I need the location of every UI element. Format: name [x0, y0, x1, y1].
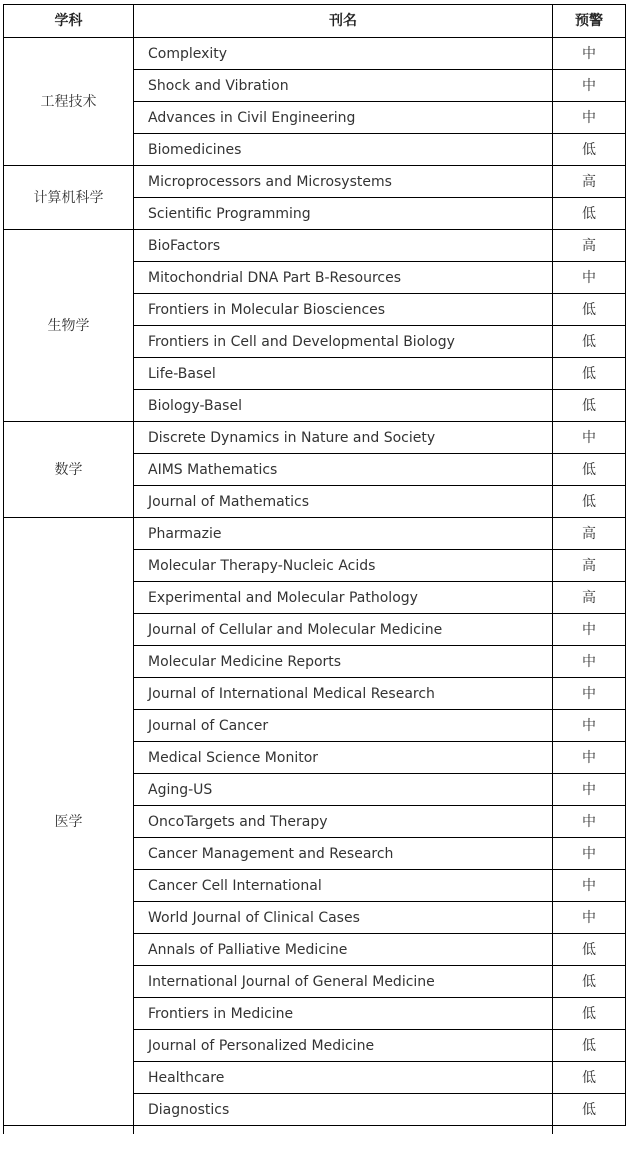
journal-name-cell: Advances in Civil Engineering [134, 102, 553, 134]
journal-name-cell: Journal of Cellular and Molecular Medicine [134, 614, 553, 646]
table-row [4, 38, 626, 70]
journal-name-cell: BioFactors [134, 230, 553, 262]
warning-level-cell: 低 [553, 326, 626, 358]
journal-name-cell: International Journal of General Medicine [134, 966, 553, 998]
table-row [4, 518, 626, 550]
header-journal: 刊名 [134, 5, 553, 38]
warning-level-cell: 低 [553, 1094, 626, 1126]
warning-level-cell: 高 [553, 230, 626, 262]
warning-level-cell: 低 [553, 294, 626, 326]
journal-name-cell: Discrete Dynamics in Nature and Society [134, 422, 553, 454]
warning-level-cell: 低 [553, 966, 626, 998]
warning-level-cell: 中 [553, 70, 626, 102]
journal-name-cell: Frontiers in Cell and Developmental Biology [134, 326, 553, 358]
warning-level-cell: 中 [553, 806, 626, 838]
warning-level-cell: 中 [553, 870, 626, 902]
journal-name-cell: Journal of International Medical Research [134, 678, 553, 710]
warning-level-cell: 中 [553, 614, 626, 646]
warning-level-cell: 低 [553, 134, 626, 166]
journal-name-cell: Pharmazie [134, 518, 553, 550]
table-row-cutoff [4, 1126, 626, 1134]
warning-level-cell: 高 [553, 550, 626, 582]
journal-warning-table [3, 4, 626, 1134]
header-row [4, 5, 626, 38]
journal-name-cell: Scientific Programming [134, 198, 553, 230]
empty-cell [4, 1126, 134, 1134]
warning-level-cell: 中 [553, 262, 626, 294]
table-row [4, 422, 626, 454]
header-warning: 预警 [553, 5, 626, 38]
warning-level-cell: 低 [553, 1062, 626, 1094]
journal-name-cell: Shock and Vibration [134, 70, 553, 102]
warning-level-cell: 高 [553, 518, 626, 550]
warning-level-cell: 中 [553, 678, 626, 710]
subject-cell: 工程技术 [4, 38, 134, 166]
journal-name-cell: Biomedicines [134, 134, 553, 166]
warning-level-cell: 高 [553, 166, 626, 198]
warning-level-cell: 低 [553, 934, 626, 966]
journal-name-cell: AIMS Mathematics [134, 454, 553, 486]
journal-name-cell: Frontiers in Molecular Biosciences [134, 294, 553, 326]
empty-cell [134, 1126, 553, 1134]
journal-name-cell: Complexity [134, 38, 553, 70]
journal-name-cell: Experimental and Molecular Pathology [134, 582, 553, 614]
table-row [4, 166, 626, 198]
warning-level-cell: 中 [553, 38, 626, 70]
warning-level-cell: 低 [553, 998, 626, 1030]
header-subject: 学科 [4, 5, 134, 38]
journal-name-cell: Annals of Palliative Medicine [134, 934, 553, 966]
warning-level-cell: 中 [553, 646, 626, 678]
warning-level-cell: 低 [553, 454, 626, 486]
subject-cell: 数学 [4, 422, 134, 518]
journal-name-cell: Microprocessors and Microsystems [134, 166, 553, 198]
journal-name-cell: Aging-US [134, 774, 553, 806]
warning-level-cell: 中 [553, 422, 626, 454]
subject-cell: 医学 [4, 518, 134, 1126]
warning-level-cell: 中 [553, 102, 626, 134]
warning-level-cell: 低 [553, 1030, 626, 1062]
table-header [4, 5, 626, 38]
journal-name-cell: Life-Basel [134, 358, 553, 390]
journal-name-cell: Frontiers in Medicine [134, 998, 553, 1030]
warning-level-cell: 中 [553, 710, 626, 742]
warning-level-cell: 中 [553, 742, 626, 774]
warning-level-cell: 高 [553, 582, 626, 614]
journal-name-cell: Molecular Therapy-Nucleic Acids [134, 550, 553, 582]
warning-level-cell: 中 [553, 902, 626, 934]
journal-name-cell: Healthcare [134, 1062, 553, 1094]
warning-level-cell: 中 [553, 838, 626, 870]
warning-level-cell: 低 [553, 486, 626, 518]
journal-name-cell: Diagnostics [134, 1094, 553, 1126]
subject-cell: 生物学 [4, 230, 134, 422]
journal-name-cell: World Journal of Clinical Cases [134, 902, 553, 934]
journal-name-cell: Journal of Personalized Medicine [134, 1030, 553, 1062]
journal-name-cell: Molecular Medicine Reports [134, 646, 553, 678]
journal-name-cell: Medical Science Monitor [134, 742, 553, 774]
journal-name-cell: OncoTargets and Therapy [134, 806, 553, 838]
journal-name-cell: Mitochondrial DNA Part B-Resources [134, 262, 553, 294]
journal-name-cell: Journal of Mathematics [134, 486, 553, 518]
table-body [4, 38, 626, 1134]
journal-name-cell: Cancer Management and Research [134, 838, 553, 870]
journal-name-cell: Biology-Basel [134, 390, 553, 422]
warning-level-cell: 低 [553, 390, 626, 422]
journal-name-cell: Cancer Cell International [134, 870, 553, 902]
journal-name-cell: Journal of Cancer [134, 710, 553, 742]
warning-level-cell: 低 [553, 198, 626, 230]
warning-level-cell: 中 [553, 774, 626, 806]
subject-cell: 计算机科学 [4, 166, 134, 230]
warning-level-cell: 低 [553, 358, 626, 390]
table-row [4, 230, 626, 262]
